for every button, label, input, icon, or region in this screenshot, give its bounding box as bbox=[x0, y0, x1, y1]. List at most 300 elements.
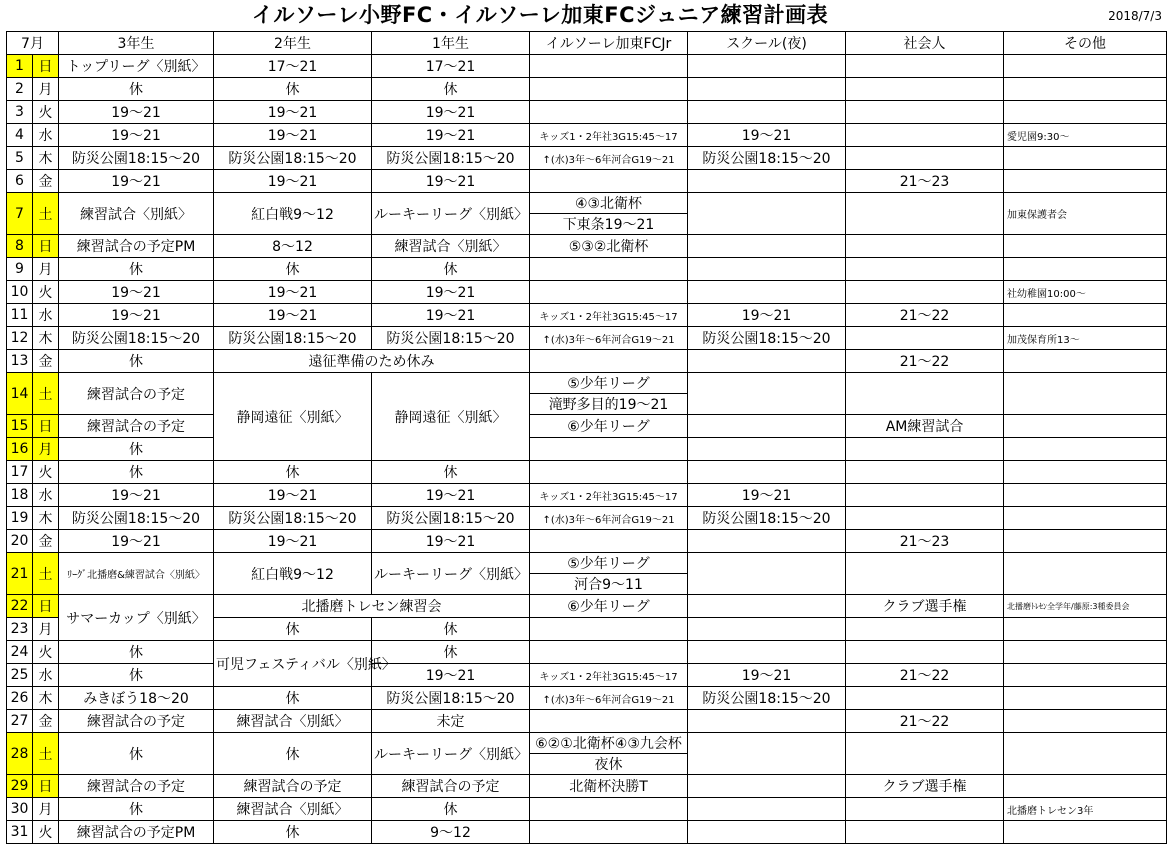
cell-adult: 21～22 bbox=[846, 350, 1004, 373]
cell-grade3: 休 bbox=[59, 798, 214, 821]
weekday: 月 bbox=[33, 438, 59, 461]
cell-other bbox=[1004, 373, 1167, 415]
header-month: 7月 bbox=[7, 32, 59, 55]
cell-other bbox=[1004, 484, 1167, 507]
table-row bbox=[7, 193, 1167, 214]
cell-other bbox=[1004, 553, 1167, 595]
cell-grade1: 休 bbox=[372, 78, 530, 101]
cell-jr bbox=[530, 438, 688, 461]
day-number: 30 bbox=[7, 798, 33, 821]
cell-jr bbox=[530, 821, 688, 844]
cell-school bbox=[688, 641, 846, 664]
table-row bbox=[7, 595, 1167, 618]
schedule-table bbox=[6, 31, 1167, 844]
cell-adult bbox=[846, 821, 1004, 844]
table-row bbox=[7, 438, 1167, 461]
cell-school: 防災公園18:15～20 bbox=[688, 687, 846, 710]
cell-adult bbox=[846, 327, 1004, 350]
cell-grade1: 防災公園18:15～20 bbox=[372, 687, 530, 710]
day-number: 19 bbox=[7, 507, 33, 530]
day-number: 23 bbox=[7, 618, 33, 641]
cell-adult: 21～22 bbox=[846, 710, 1004, 733]
cell-adult bbox=[846, 78, 1004, 101]
cell-grade1: 未定 bbox=[372, 710, 530, 733]
header-adult: 社会人 bbox=[846, 32, 1004, 55]
cell-grade3: 練習試合の予定PM bbox=[59, 235, 214, 258]
cell-school bbox=[688, 101, 846, 124]
cell-grade2-1: 北播磨トレセン練習会 bbox=[214, 595, 530, 618]
cell-other bbox=[1004, 710, 1167, 733]
header-grade1: 1年生 bbox=[372, 32, 530, 55]
weekday: 月 bbox=[33, 798, 59, 821]
day-number: 9 bbox=[7, 258, 33, 281]
weekday: 月 bbox=[33, 618, 59, 641]
cell-school bbox=[688, 553, 846, 595]
cell-adult bbox=[846, 373, 1004, 415]
cell-grade2: 紅白戦9～12 bbox=[214, 193, 372, 235]
cell-school bbox=[688, 710, 846, 733]
cell-other bbox=[1004, 78, 1167, 101]
cell-jr: ↑(水)3年～6年河合G19～21 bbox=[530, 507, 688, 530]
cell-school: 19～21 bbox=[688, 124, 846, 147]
cell-jr: ↑(水)3年～6年河合G19～21 bbox=[530, 147, 688, 170]
cell-adult bbox=[846, 507, 1004, 530]
cell-other bbox=[1004, 350, 1167, 373]
cell-school bbox=[688, 55, 846, 78]
weekday: 火 bbox=[33, 101, 59, 124]
cell-school: 19～21 bbox=[688, 304, 846, 327]
cell-jr: ↑(水)3年～6年河合G19～21 bbox=[530, 687, 688, 710]
cell-adult: クラブ選手権 bbox=[846, 775, 1004, 798]
cell-school: 防災公園18:15～20 bbox=[688, 147, 846, 170]
cell-grade1: 休 bbox=[372, 798, 530, 821]
table-row bbox=[7, 530, 1167, 553]
weekday: 日 bbox=[33, 55, 59, 78]
cell-grade3: みきぼう18～20 bbox=[59, 687, 214, 710]
weekday: 木 bbox=[33, 507, 59, 530]
cell-other bbox=[1004, 664, 1167, 687]
cell-jr bbox=[530, 641, 688, 664]
cell-grade3: 休 bbox=[59, 78, 214, 101]
cell-jr: ④③北衛杯 bbox=[530, 193, 688, 214]
table-row bbox=[7, 553, 1167, 574]
cell-other: 北播磨ﾄﾚｾﾝ全学年/藤原:3種委員会 bbox=[1004, 595, 1167, 618]
cell-jr: ↑(水)3年～6年河合G19～21 bbox=[530, 327, 688, 350]
day-number: 26 bbox=[7, 687, 33, 710]
day-number: 8 bbox=[7, 235, 33, 258]
day-number: 27 bbox=[7, 710, 33, 733]
cell-grade3: 休 bbox=[59, 641, 214, 664]
cell-school bbox=[688, 78, 846, 101]
cell-grade3: 休 bbox=[59, 258, 214, 281]
cell-adult bbox=[846, 124, 1004, 147]
cell-school: 19～21 bbox=[688, 664, 846, 687]
cell-school bbox=[688, 258, 846, 281]
cell-grade1: 休 bbox=[372, 618, 530, 641]
cell-grade2: 19～21 bbox=[214, 530, 372, 553]
cell-grade1: ルーキーリーグ〈別紙〉 bbox=[372, 733, 530, 775]
day-number: 5 bbox=[7, 147, 33, 170]
cell-jr bbox=[530, 350, 688, 373]
table-row bbox=[7, 281, 1167, 304]
table-row bbox=[7, 235, 1167, 258]
table-row bbox=[7, 821, 1167, 844]
day-number: 2 bbox=[7, 78, 33, 101]
header-other: その他 bbox=[1004, 32, 1167, 55]
weekday: 水 bbox=[33, 484, 59, 507]
cell-grade3: 休 bbox=[59, 733, 214, 775]
day-number: 6 bbox=[7, 170, 33, 193]
cell-adult bbox=[846, 484, 1004, 507]
cell-adult: 21～23 bbox=[846, 530, 1004, 553]
weekday: 日 bbox=[33, 775, 59, 798]
table-row bbox=[7, 733, 1167, 754]
cell-grade3: 19～21 bbox=[59, 530, 214, 553]
cell-school: 防災公園18:15～20 bbox=[688, 507, 846, 530]
cell-school bbox=[688, 170, 846, 193]
cell-adult bbox=[846, 733, 1004, 775]
weekday: 金 bbox=[33, 170, 59, 193]
cell-jr bbox=[530, 798, 688, 821]
cell-grade3: 休 bbox=[59, 350, 214, 373]
weekday: 金 bbox=[33, 530, 59, 553]
cell-grade3: 19～21 bbox=[59, 281, 214, 304]
cell-other: 愛児園9:30～ bbox=[1004, 124, 1167, 147]
weekday: 水 bbox=[33, 304, 59, 327]
cell-grade3: トップリーグ〈別紙〉 bbox=[59, 55, 214, 78]
cell-adult bbox=[846, 461, 1004, 484]
table-row bbox=[7, 101, 1167, 124]
cell-grade3: サマーカップ〈別紙〉 bbox=[59, 595, 214, 641]
cell-grade2: 静岡遠征〈別紙〉 bbox=[214, 373, 372, 461]
cell-grade1: 休 bbox=[372, 258, 530, 281]
cell-jr bbox=[530, 170, 688, 193]
cell-jr bbox=[530, 101, 688, 124]
cell-adult bbox=[846, 438, 1004, 461]
cell-other: 加東保護者会 bbox=[1004, 193, 1167, 235]
table-row bbox=[7, 327, 1167, 350]
cell-school bbox=[688, 821, 846, 844]
day-number: 31 bbox=[7, 821, 33, 844]
cell-school bbox=[688, 775, 846, 798]
table-row bbox=[7, 350, 1167, 373]
cell-grade3: 防災公園18:15～20 bbox=[59, 147, 214, 170]
cell-other bbox=[1004, 507, 1167, 530]
cell-grade2: 紅白戦9～12 bbox=[214, 553, 372, 595]
cell-jr: キッズ1・2年社3G15:45～17 bbox=[530, 304, 688, 327]
cell-jr: ⑥少年リーグ bbox=[530, 595, 688, 618]
cell-grade3: 19～21 bbox=[59, 484, 214, 507]
cell-school bbox=[688, 595, 846, 618]
cell-adult: 21～23 bbox=[846, 170, 1004, 193]
cell-jr: ⑥②①北衛杯④③九会杯 bbox=[530, 733, 688, 754]
day-number: 3 bbox=[7, 101, 33, 124]
cell-grade2: 防災公園18:15～20 bbox=[214, 147, 372, 170]
cell-grade2: 8～12 bbox=[214, 235, 372, 258]
cell-grade1: 防災公園18:15～20 bbox=[372, 507, 530, 530]
day-number: 18 bbox=[7, 484, 33, 507]
table-row bbox=[7, 798, 1167, 821]
cell-school bbox=[688, 733, 846, 775]
cell-school bbox=[688, 235, 846, 258]
table-row bbox=[7, 147, 1167, 170]
cell-grade2: 練習試合〈別紙〉 bbox=[214, 710, 372, 733]
document-date: 2018/7/3 bbox=[1108, 9, 1162, 23]
weekday: 月 bbox=[33, 78, 59, 101]
cell-school: 防災公園18:15～20 bbox=[688, 327, 846, 350]
cell-school bbox=[688, 415, 846, 438]
day-number: 1 bbox=[7, 55, 33, 78]
cell-school: 19～21 bbox=[688, 484, 846, 507]
cell-adult bbox=[846, 258, 1004, 281]
cell-other bbox=[1004, 438, 1167, 461]
table-row bbox=[7, 78, 1167, 101]
day-number: 24 bbox=[7, 641, 33, 664]
cell-grade1: 防災公園18:15～20 bbox=[372, 327, 530, 350]
cell-grade2: 可児フェスティバル〈別紙〉 bbox=[214, 641, 372, 687]
cell-jr bbox=[530, 55, 688, 78]
cell-grade3: 練習試合の予定 bbox=[59, 415, 214, 438]
day-number: 14 bbox=[7, 373, 33, 415]
cell-jr: キッズ1・2年社3G15:45～17 bbox=[530, 124, 688, 147]
header-kato-jr: イルソーレ加東FCJr bbox=[530, 32, 688, 55]
cell-grade1: 17～21 bbox=[372, 55, 530, 78]
weekday: 日 bbox=[33, 595, 59, 618]
header-grade3: 3年生 bbox=[59, 32, 214, 55]
cell-grade3: 練習試合の予定 bbox=[59, 373, 214, 415]
cell-grade3: 休 bbox=[59, 438, 214, 461]
cell-adult: 21～22 bbox=[846, 304, 1004, 327]
cell-other bbox=[1004, 415, 1167, 438]
cell-other: 社幼稚園10:00～ bbox=[1004, 281, 1167, 304]
table-row bbox=[7, 507, 1167, 530]
cell-jr: キッズ1・2年社3G15:45～17 bbox=[530, 664, 688, 687]
cell-grade2: 練習試合〈別紙〉 bbox=[214, 798, 372, 821]
day-number: 15 bbox=[7, 415, 33, 438]
cell-grade2: 休 bbox=[214, 821, 372, 844]
weekday: 土 bbox=[33, 193, 59, 235]
cell-jr bbox=[530, 281, 688, 304]
cell-other bbox=[1004, 304, 1167, 327]
cell-grade1: 静岡遠征〈別紙〉 bbox=[372, 373, 530, 461]
cell-grade2: 防災公園18:15～20 bbox=[214, 327, 372, 350]
day-number: 22 bbox=[7, 595, 33, 618]
day-number: 25 bbox=[7, 664, 33, 687]
cell-school bbox=[688, 373, 846, 415]
cell-school bbox=[688, 193, 846, 235]
cell-jr: 北衛杯決勝T bbox=[530, 775, 688, 798]
cell-jr bbox=[530, 258, 688, 281]
header-row bbox=[7, 32, 1167, 55]
cell-other bbox=[1004, 170, 1167, 193]
cell-jr bbox=[530, 461, 688, 484]
cell-grade2: 休 bbox=[214, 733, 372, 775]
cell-grade1: 19～21 bbox=[372, 664, 530, 687]
table-row bbox=[7, 55, 1167, 78]
weekday: 日 bbox=[33, 415, 59, 438]
cell-grade1: 19～21 bbox=[372, 124, 530, 147]
day-number: 20 bbox=[7, 530, 33, 553]
weekday: 水 bbox=[33, 664, 59, 687]
cell-adult bbox=[846, 101, 1004, 124]
cell-grade2: 休 bbox=[214, 461, 372, 484]
weekday: 火 bbox=[33, 821, 59, 844]
day-number: 11 bbox=[7, 304, 33, 327]
day-number: 7 bbox=[7, 193, 33, 235]
page-title: イルソーレ小野FC・イルソーレ加東FCジュニア練習計画表 bbox=[251, 3, 829, 27]
cell-grade1: 休 bbox=[372, 461, 530, 484]
cell-grade2: 19～21 bbox=[214, 124, 372, 147]
table-row bbox=[7, 775, 1167, 798]
cell-school bbox=[688, 530, 846, 553]
cell-grade1: 19～21 bbox=[372, 484, 530, 507]
cell-adult: AM練習試合 bbox=[846, 415, 1004, 438]
day-number: 16 bbox=[7, 438, 33, 461]
header-school-night: スクール(夜) bbox=[688, 32, 846, 55]
cell-school bbox=[688, 438, 846, 461]
cell-grade2: 防災公園18:15～20 bbox=[214, 507, 372, 530]
cell-grade3: 19～21 bbox=[59, 170, 214, 193]
cell-grade1: 19～21 bbox=[372, 101, 530, 124]
weekday: 日 bbox=[33, 235, 59, 258]
cell-other bbox=[1004, 461, 1167, 484]
cell-grade3: 練習試合の予定 bbox=[59, 775, 214, 798]
cell-other bbox=[1004, 687, 1167, 710]
cell-grade1: ルーキーリーグ〈別紙〉 bbox=[372, 553, 530, 595]
day-number: 29 bbox=[7, 775, 33, 798]
cell-grade1: 19～21 bbox=[372, 530, 530, 553]
cell-grade1: 練習試合の予定 bbox=[372, 775, 530, 798]
cell-adult bbox=[846, 641, 1004, 664]
day-number: 17 bbox=[7, 461, 33, 484]
cell-adult: 21～22 bbox=[846, 664, 1004, 687]
cell-grade2: 19～21 bbox=[214, 281, 372, 304]
cell-jr: ⑤③②北衛杯 bbox=[530, 235, 688, 258]
cell-grade2: 練習試合の予定 bbox=[214, 775, 372, 798]
cell-jr bbox=[530, 78, 688, 101]
cell-jr: 滝野多目的19～21 bbox=[530, 394, 688, 415]
cell-jr: ⑥少年リーグ bbox=[530, 415, 688, 438]
cell-grade1: 防災公園18:15～20 bbox=[372, 147, 530, 170]
table-row bbox=[7, 170, 1167, 193]
cell-grade3: 19～21 bbox=[59, 124, 214, 147]
cell-other: 北播磨トレセン3年 bbox=[1004, 798, 1167, 821]
cell-grade1: 19～21 bbox=[372, 304, 530, 327]
cell-grade2: 休 bbox=[214, 78, 372, 101]
weekday: 土 bbox=[33, 373, 59, 415]
cell-other bbox=[1004, 147, 1167, 170]
cell-grade3: 練習試合の予定PM bbox=[59, 821, 214, 844]
weekday: 木 bbox=[33, 687, 59, 710]
table-row bbox=[7, 124, 1167, 147]
cell-grade1: 19～21 bbox=[372, 281, 530, 304]
table-row bbox=[7, 641, 1167, 664]
cell-jr: 下東条19～21 bbox=[530, 214, 688, 235]
cell-grade2: 19～21 bbox=[214, 304, 372, 327]
table-row bbox=[7, 664, 1167, 687]
table-row bbox=[7, 461, 1167, 484]
cell-grade3: ﾘｰｸﾞ北播磨&練習試合〈別紙〉 bbox=[59, 553, 214, 595]
cell-other bbox=[1004, 258, 1167, 281]
weekday: 木 bbox=[33, 327, 59, 350]
cell-jr: ⑤少年リーグ bbox=[530, 553, 688, 574]
cell-jr: 河合9～11 bbox=[530, 574, 688, 595]
day-number: 21 bbox=[7, 553, 33, 595]
cell-jr: キッズ1・2年社3G15:45～17 bbox=[530, 484, 688, 507]
weekday: 金 bbox=[33, 350, 59, 373]
cell-adult bbox=[846, 687, 1004, 710]
cell-other bbox=[1004, 618, 1167, 641]
cell-grade1: 19～21 bbox=[372, 170, 530, 193]
cell-grade2: 19～21 bbox=[214, 170, 372, 193]
cell-grade3: 19～21 bbox=[59, 304, 214, 327]
table-row bbox=[7, 304, 1167, 327]
table-row bbox=[7, 710, 1167, 733]
cell-adult bbox=[846, 553, 1004, 595]
cell-school bbox=[688, 798, 846, 821]
cell-grade3: 休 bbox=[59, 461, 214, 484]
cell-grade3: 防災公園18:15～20 bbox=[59, 507, 214, 530]
cell-school bbox=[688, 618, 846, 641]
table-row bbox=[7, 258, 1167, 281]
weekday: 火 bbox=[33, 641, 59, 664]
weekday: 火 bbox=[33, 461, 59, 484]
cell-other: 加茂保育所13～ bbox=[1004, 327, 1167, 350]
cell-other bbox=[1004, 530, 1167, 553]
cell-school bbox=[688, 281, 846, 304]
cell-grade1: ルーキーリーグ〈別紙〉 bbox=[372, 193, 530, 235]
table-row bbox=[7, 484, 1167, 507]
cell-other bbox=[1004, 55, 1167, 78]
cell-other bbox=[1004, 235, 1167, 258]
table-row bbox=[7, 415, 1167, 438]
cell-grade1: 練習試合〈別紙〉 bbox=[372, 235, 530, 258]
day-number: 12 bbox=[7, 327, 33, 350]
day-number: 28 bbox=[7, 733, 33, 775]
weekday: 土 bbox=[33, 733, 59, 775]
weekday: 水 bbox=[33, 124, 59, 147]
cell-jr: 夜休 bbox=[530, 754, 688, 775]
cell-grade3: 練習試合〈別紙〉 bbox=[59, 193, 214, 235]
cell-adult bbox=[846, 235, 1004, 258]
cell-adult bbox=[846, 193, 1004, 235]
table-row bbox=[7, 373, 1167, 394]
cell-grade2: 休 bbox=[214, 687, 372, 710]
cell-adult bbox=[846, 55, 1004, 78]
cell-jr bbox=[530, 530, 688, 553]
cell-adult: クラブ選手権 bbox=[846, 595, 1004, 618]
cell-grade2: 19～21 bbox=[214, 484, 372, 507]
cell-other bbox=[1004, 821, 1167, 844]
cell-adult bbox=[846, 281, 1004, 304]
table-row bbox=[7, 687, 1167, 710]
cell-grade2-1: 遠征準備のため休み bbox=[214, 350, 530, 373]
cell-other bbox=[1004, 641, 1167, 664]
weekday: 木 bbox=[33, 147, 59, 170]
cell-jr bbox=[530, 618, 688, 641]
cell-adult bbox=[846, 798, 1004, 821]
cell-grade2: 17～21 bbox=[214, 55, 372, 78]
weekday: 月 bbox=[33, 258, 59, 281]
day-number: 10 bbox=[7, 281, 33, 304]
cell-grade1: 休 bbox=[372, 641, 530, 664]
weekday: 火 bbox=[33, 281, 59, 304]
cell-grade1: 9～12 bbox=[372, 821, 530, 844]
cell-grade3: 19～21 bbox=[59, 101, 214, 124]
cell-grade2: 休 bbox=[214, 618, 372, 641]
cell-other bbox=[1004, 775, 1167, 798]
cell-grade3: 練習試合の予定 bbox=[59, 710, 214, 733]
